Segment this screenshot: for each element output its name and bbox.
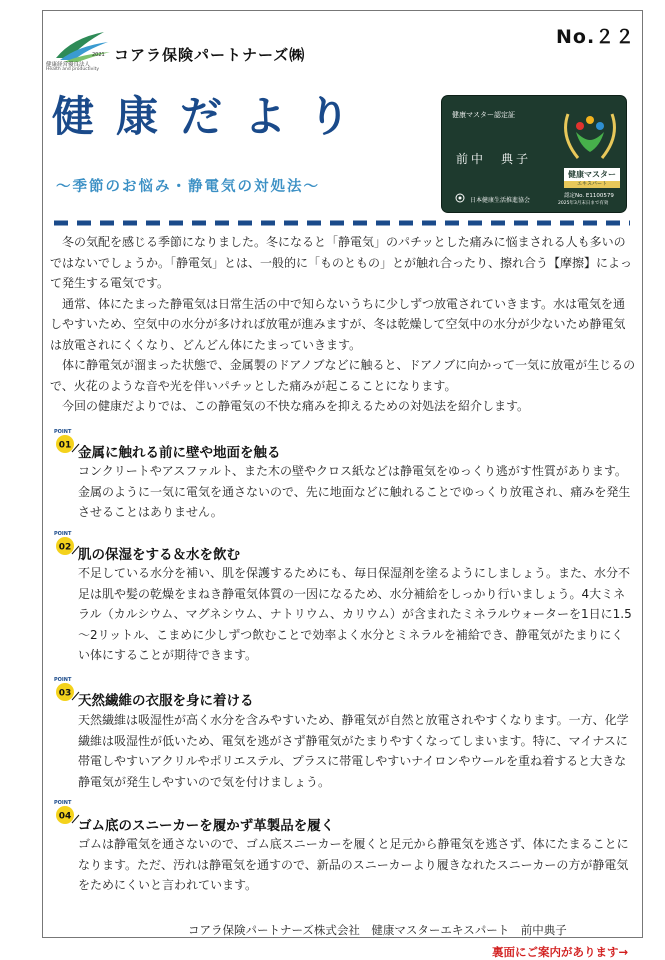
point-body: コンクリートやアスファルト、また木の壁やクロス紙などは静電気をゆっくり逃がす性質があります。金属のように一気に電気を通さないので、先に地面などに触れることでゆっくり放電され、痛みを発生させることはありません。 (78, 464, 631, 519)
point-label: POINT (54, 531, 72, 537)
point-body: ゴムは静電気を通さないので、ゴム底スニーカーを履くと足元から静電気を逃さず、体にたまることになります。ただ、汚れは静電気を通すので、新品のスニーカーより履きなれたスニーカーの方が静電気をためにくいと言われています。 (78, 837, 629, 892)
point-body: 不足している水分を補い、肌を保護するためにも、毎日保湿剤を塗るようにしましょう。また、水分不足は肌や髪の乾燥をまねき静電気体質の一因になるため、水分補給をしっかり行いましょう。4大ミネラル（カルシウム、マグネシウム、ナトリウム、カリウム）が含まれたミネラルウォーターを1日に1.5～2リットル、こまめに少しずつ飲むことで効率よく水分とミネラルを補給でき、静電気がたまりにくい体にすることが期待できます。 (78, 566, 632, 662)
card-badge-sub: エキスパート (564, 181, 620, 188)
laurel-emblem-icon (558, 106, 622, 164)
point-03-badge-icon (54, 676, 80, 702)
point-heading: ゴム底のスニーカーを履かず革製品を履く (78, 818, 335, 834)
certificate-card (442, 96, 626, 212)
point-04-badge-icon (54, 799, 80, 825)
intro-paragraph: 体に静電気が溜まった状態で、金属製のドアノブなどに触ると、ドアノブに向かって一気に放電が生じるので、火花のような音や光を伴いパチッとした痛みが起こることになります。 (50, 358, 636, 393)
intro-text (50, 232, 636, 417)
card-organization: 日本健康生活推進協会 (470, 197, 531, 204)
point-number: 03 (58, 688, 72, 699)
author-credit: コアラ保険パートナーズ株式会社 健康マスターエキスパート 前中典子 (188, 923, 567, 937)
company-name: コアラ保険パートナーズ㈱ (114, 46, 306, 64)
card-valid-date: 2025年3月末日まで有効 (558, 201, 609, 206)
logo-caption: 健康経営優良法人 (46, 62, 91, 68)
point-number: 01 (58, 440, 72, 451)
logo-year: 2021 (92, 52, 105, 58)
next-page-notice: 裏面にご案内があります→ (492, 945, 629, 959)
issue-number: No.２２ (556, 26, 636, 48)
point-label: POINT (54, 677, 72, 683)
point-body: 天然繊維は吸湿性が高く水分を含みやすいため、静電気が自然と放電されやすくなります。一方、化学繊維は吸湿性が低いため、電気を逃がさず静電気がたまりやすくなってしまいます。特に、マイナスに帯電しやすいアクリルやポリエステル、プラスに帯電しやすいナイロンやウールを重ね着すると大きな静電気が発生しやすいので気を付けましょう。 (78, 713, 629, 789)
intro-paragraph: 通常、体にたまった静電気は日常生活の中で知らないうちに少しずつ放電されていきます。水は電気を通しやすいため、空気中の水分が多ければ放電が進みますが、冬は乾燥して空気中の水分が少ないため静電気は放電されにくくなり、どんどん体にたまっていきます。 (50, 296, 626, 352)
org-logo-icon (454, 193, 466, 203)
point-number: 02 (58, 542, 72, 553)
point-label: POINT (54, 800, 72, 806)
card-heading: 健康マスター認定証 (452, 111, 515, 119)
point-number: 04 (58, 811, 72, 822)
point-heading: 金属に触れる前に壁や地面を触る (78, 445, 281, 461)
card-cert-number: 認定No. E1100579 (564, 193, 614, 199)
point-01-badge-icon (54, 428, 80, 454)
dashed-divider (54, 220, 630, 226)
page-subtitle: ～季節のお悩み・静電気の対処法～ (56, 179, 320, 195)
logo-caption-en: Health and productivity (46, 67, 100, 72)
card-holder-name: 前中 典子 (456, 152, 532, 166)
page-title: 健康だより (52, 92, 373, 141)
card-badge: 健康マスター (564, 168, 620, 181)
point-02-badge-icon (54, 530, 80, 556)
intro-paragraph: 冬の気配を感じる季節になりました。冬になると「静電気」のパチッとした痛みに悩まされる人も多いのではないでしょうか。「静電気」とは、一般的に「ものともの」とが触れ合ったり、擦れ合う【摩擦】によって発生する電気です。 (50, 235, 633, 290)
intro-paragraph: 今回の健康だよりでは、この静電気の不快な痛みを抑えるための対処法を紹介します。 (62, 399, 530, 413)
point-heading: 天然繊維の衣服を身に着ける (78, 693, 254, 709)
point-label: POINT (54, 429, 72, 435)
point-heading: 肌の保湿をする＆水を飲む (78, 547, 240, 563)
